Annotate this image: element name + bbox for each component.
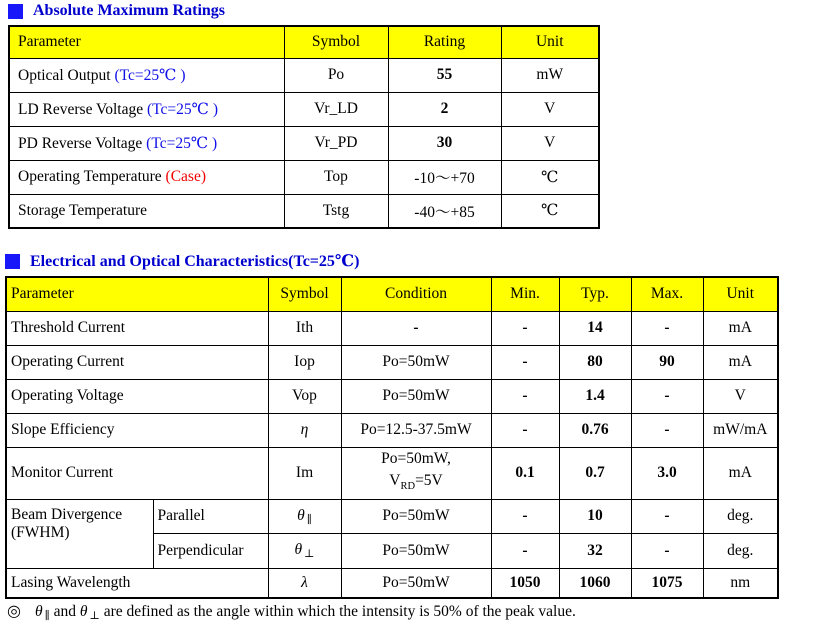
header-parameter: Parameter bbox=[9, 26, 284, 58]
header-unit: Unit bbox=[703, 277, 778, 311]
cell-unit: mW/mA bbox=[703, 413, 778, 447]
cell-condition: Po=50mW bbox=[341, 499, 491, 533]
cell-condition: Po=50mW bbox=[341, 379, 491, 413]
condition-note: (Tc=25℃ ) bbox=[114, 66, 186, 84]
condition-note: (Tc=25℃ ) bbox=[146, 134, 218, 152]
cell-unit: V bbox=[501, 126, 599, 160]
cell-condition: Po=50mW bbox=[341, 345, 491, 379]
blue-square-icon bbox=[5, 254, 20, 269]
cell-min: - bbox=[491, 499, 559, 533]
cell-symbol: Vr_LD bbox=[284, 92, 388, 126]
footnote bbox=[7, 601, 576, 622]
cell-typ: 1.4 bbox=[559, 379, 631, 413]
elec-opt-table bbox=[5, 276, 779, 599]
header-typ: Typ. bbox=[559, 277, 631, 311]
cell-parameter: Operating Temperature (Case) bbox=[9, 160, 284, 194]
table-row bbox=[6, 447, 778, 499]
cell-parameter: Monitor Current bbox=[6, 447, 268, 499]
cell-symbol: Po bbox=[284, 58, 388, 92]
cell-symbol-lambda: λ bbox=[268, 568, 341, 598]
cell-condition: Po=12.5-37.5mW bbox=[341, 413, 491, 447]
table-row bbox=[9, 58, 599, 92]
table-header-row bbox=[9, 26, 599, 58]
header-symbol: Symbol bbox=[268, 277, 341, 311]
case-note: (Case) bbox=[165, 168, 206, 185]
cell-typ: 10 bbox=[559, 499, 631, 533]
section-title-electrical-optical bbox=[5, 251, 359, 271]
cell-rating: -40～+85 bbox=[388, 194, 501, 228]
cell-typ: 14 bbox=[559, 311, 631, 345]
cell-min: - bbox=[491, 413, 559, 447]
table-row bbox=[6, 345, 778, 379]
cell-condition: Po=50mW, $V_{RD}=5V$ bbox=[341, 447, 491, 499]
table-header-row bbox=[6, 277, 778, 311]
cell-parameter: Slope Efficiency bbox=[6, 413, 268, 447]
double-circle-icon: ◎ bbox=[7, 603, 21, 620]
blue-square-icon bbox=[8, 4, 23, 19]
cell-parameter: PD Reverse Voltage (Tc=25℃ ) bbox=[9, 126, 284, 160]
cell-max: - bbox=[631, 379, 703, 413]
cell-unit: mW bbox=[501, 58, 599, 92]
cell-unit: deg. bbox=[703, 499, 778, 533]
section-title-text: Absolute Maximum Ratings bbox=[33, 2, 226, 19]
cell-min: 1050 bbox=[491, 568, 559, 598]
header-max: Max. bbox=[631, 277, 703, 311]
cell-unit: ℃ bbox=[501, 160, 599, 194]
cell-symbol: Vop bbox=[268, 379, 341, 413]
header-condition: Condition bbox=[341, 277, 491, 311]
abs-max-table bbox=[8, 25, 600, 229]
header-min: Min. bbox=[491, 277, 559, 311]
cell-parameter: Lasing Wavelength bbox=[6, 568, 268, 598]
cell-max: - bbox=[631, 499, 703, 533]
cell-rating: 30 bbox=[388, 126, 501, 160]
cell-symbol: Im bbox=[268, 447, 341, 499]
cell-unit: V bbox=[501, 92, 599, 126]
table-row bbox=[6, 311, 778, 345]
table-row bbox=[9, 160, 599, 194]
cell-max: - bbox=[631, 413, 703, 447]
cell-unit: ℃ bbox=[501, 194, 599, 228]
table-row bbox=[9, 126, 599, 160]
cell-rating: 55 bbox=[388, 58, 501, 92]
cell-symbol-theta-parallel: θ ∥ bbox=[268, 499, 341, 533]
footnote-text: θ ∥ and θ ⊥ are defined as the angle within which the intensity is 50% of the peak value. bbox=[34, 603, 576, 622]
cell-symbol: Iop bbox=[268, 345, 341, 379]
cell-min: - bbox=[491, 311, 559, 345]
header-symbol: Symbol bbox=[284, 26, 388, 58]
table-row bbox=[9, 92, 599, 126]
cell-parameter: Threshold Current bbox=[6, 311, 268, 345]
cell-typ: 0.76 bbox=[559, 413, 631, 447]
table-row bbox=[9, 194, 599, 228]
cell-symbol-theta-perpendicular: θ ⊥ bbox=[268, 533, 341, 568]
cell-parameter-beam-divergence: Beam Divergence (FWHM) bbox=[6, 499, 153, 568]
section-title-text: Electrical and Optical Characteristics(Tc=25℃) bbox=[30, 253, 360, 270]
cell-symbol: Top bbox=[284, 160, 388, 194]
cell-unit: V bbox=[703, 379, 778, 413]
header-rating: Rating bbox=[388, 26, 501, 58]
cell-typ: 32 bbox=[559, 533, 631, 568]
cell-typ: 0.7 bbox=[559, 447, 631, 499]
table-row bbox=[6, 413, 778, 447]
cell-parameter: Operating Voltage bbox=[6, 379, 268, 413]
cell-unit: deg. bbox=[703, 533, 778, 568]
cell-unit: nm bbox=[703, 568, 778, 598]
cell-max: 3.0 bbox=[631, 447, 703, 499]
cell-parameter: Optical Output (Tc=25℃ ) bbox=[9, 58, 284, 92]
cell-min: - bbox=[491, 533, 559, 568]
cell-rating: -10～+70 bbox=[388, 160, 501, 194]
cell-rating: 2 bbox=[388, 92, 501, 126]
table-row bbox=[6, 499, 778, 533]
cell-parameter: Storage Temperature bbox=[9, 194, 284, 228]
table-row bbox=[6, 568, 778, 598]
cell-unit: mA bbox=[703, 345, 778, 379]
table-row bbox=[6, 379, 778, 413]
cell-condition: Po=50mW bbox=[341, 568, 491, 598]
cell-condition: - bbox=[341, 311, 491, 345]
cell-parameter: LD Reverse Voltage (Tc=25℃ ) bbox=[9, 92, 284, 126]
cell-symbol: Vr_PD bbox=[284, 126, 388, 160]
cell-symbol: Ith bbox=[268, 311, 341, 345]
condition-note: (Tc=25℃ ) bbox=[147, 100, 219, 118]
header-parameter: Parameter bbox=[6, 277, 268, 311]
cell-min: 0.1 bbox=[491, 447, 559, 499]
cell-unit: mA bbox=[703, 311, 778, 345]
cell-symbol: Tstg bbox=[284, 194, 388, 228]
cell-max: 1075 bbox=[631, 568, 703, 598]
cell-min: - bbox=[491, 345, 559, 379]
header-unit: Unit bbox=[501, 26, 599, 58]
section-title-absolute-maximum-ratings bbox=[8, 2, 225, 20]
cell-typ: 80 bbox=[559, 345, 631, 379]
cell-subparameter: Parallel bbox=[153, 499, 268, 533]
cell-condition: Po=50mW bbox=[341, 533, 491, 568]
cell-max: - bbox=[631, 533, 703, 568]
cell-symbol-eta: η bbox=[268, 413, 341, 447]
cell-typ: 1060 bbox=[559, 568, 631, 598]
cell-parameter: Operating Current bbox=[6, 345, 268, 379]
cell-max: - bbox=[631, 311, 703, 345]
cell-min: - bbox=[491, 379, 559, 413]
cell-subparameter: Perpendicular bbox=[153, 533, 268, 568]
cell-max: 90 bbox=[631, 345, 703, 379]
cell-unit: mA bbox=[703, 447, 778, 499]
